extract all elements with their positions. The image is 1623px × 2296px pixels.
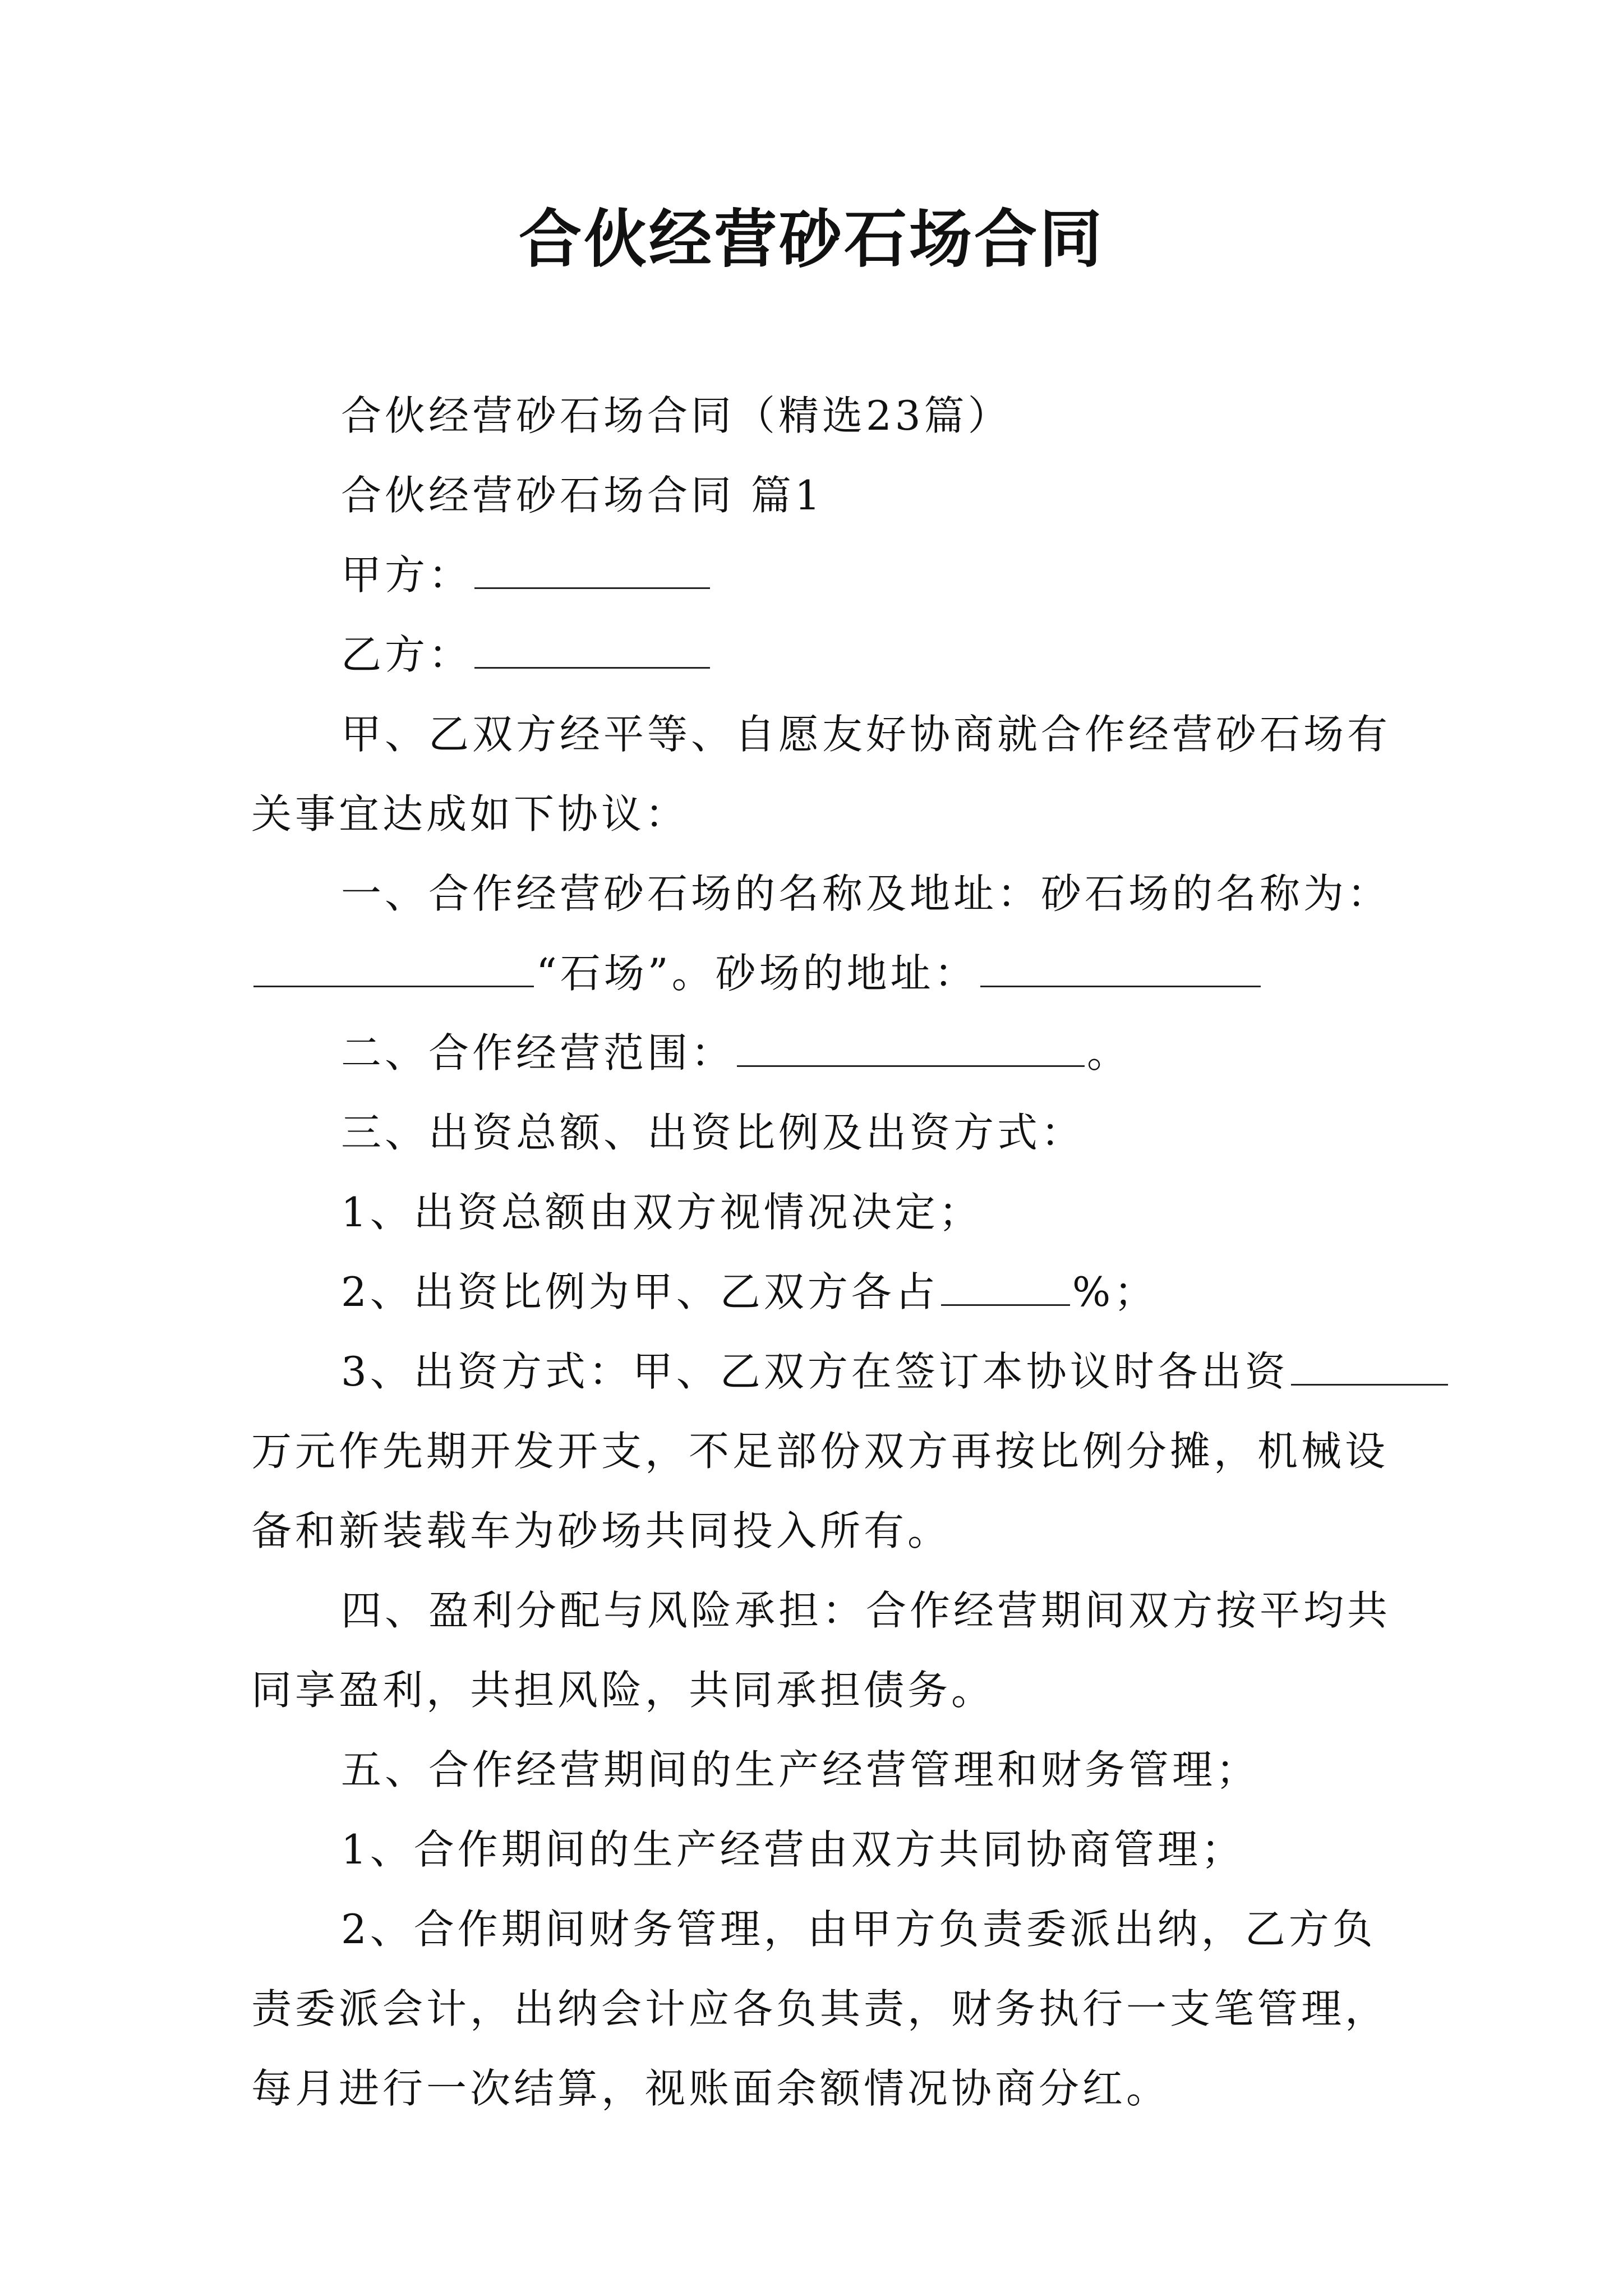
intro-line-1: 甲、乙双方经平等、自愿友好协商就合作经营砂石场有 [341, 711, 1391, 758]
subtitle-line: 合伙经营砂石场合同（精选23篇） [341, 392, 1012, 439]
clause-1-line-1: 一、合作经营砂石场的名称及地址：砂石场的名称为： [341, 870, 1391, 917]
party-b-blank [474, 631, 710, 669]
clause-3-3-text: 3、出资方式：甲、乙双方在签订本协议时各出资 [341, 1348, 1289, 1395]
investment-amount-blank [1291, 1348, 1448, 1386]
party-b-line [251, 615, 1395, 694]
clause-3-2-end: %； [1072, 1268, 1158, 1315]
clause-3-line: 三、出资总额、出资比例及出资方式： [341, 1109, 1085, 1156]
quarry-name-blank [253, 950, 534, 987]
clause-4-line-2: 同享盈利，共担风险，共同承担债务。 [251, 1667, 995, 1714]
party-a-blank [474, 551, 710, 589]
business-scope-blank [737, 1029, 1085, 1067]
share-percent-blank [941, 1268, 1070, 1306]
party-a-label: 甲方： [341, 551, 473, 599]
section-heading: 合伙经营砂石场合同 篇1 [341, 472, 824, 519]
document-body [251, 376, 1395, 2128]
clause-3-3-line-1 [251, 1332, 1395, 1411]
clause-3-2-line [251, 1252, 1395, 1332]
party-b-label: 乙方： [341, 631, 473, 678]
clause-5-1-line: 1、合作期间的生产经营由双方共同协商管理； [341, 1826, 1245, 1873]
clause-5-2-line-3: 每月进行一次结算，视账面余额情况协商分红。 [251, 2065, 1170, 2112]
clause-1-address-text: “石场”。砂场的地址： [536, 950, 978, 997]
quarry-address-blank [980, 950, 1261, 987]
intro-line-2: 关事宜达成如下协议： [251, 790, 689, 838]
clause-5-2-line-2: 责委派会计，出纳会计应各负其责，财务执行一支笔管理， [251, 1985, 1389, 2032]
clause-2-text: 二、合作经营范围： [341, 1029, 735, 1076]
clause-4-line-1: 四、盈利分配与风险承担：合作经营期间双方按平均共 [341, 1587, 1391, 1634]
clause-3-3-line-3: 备和新装载车为砂场共同投入所有。 [251, 1507, 952, 1554]
clause-3-3-line-2: 万元作先期开发开支，不足部份双方再按比例分摊，机械设 [251, 1428, 1389, 1475]
clause-3-2-text: 2、出资比例为甲、乙双方各占 [341, 1268, 939, 1315]
document-title: 合伙经营砂石场合同 [519, 203, 1104, 276]
clause-3-1-line: 1、出资总额由双方视情况决定； [341, 1189, 983, 1236]
clause-1-line-2 [251, 933, 1395, 1013]
clause-5-line: 五、合作经营期间的生产经营管理和财务管理； [341, 1746, 1260, 1793]
clause-5-2-line-1: 2、合作期间财务管理，由甲方负责委派出纳，乙方负 [341, 1906, 1376, 1953]
clause-2-end: 。 [1087, 1029, 1131, 1076]
party-a-line [251, 535, 1395, 615]
clause-2-line [251, 1013, 1395, 1093]
